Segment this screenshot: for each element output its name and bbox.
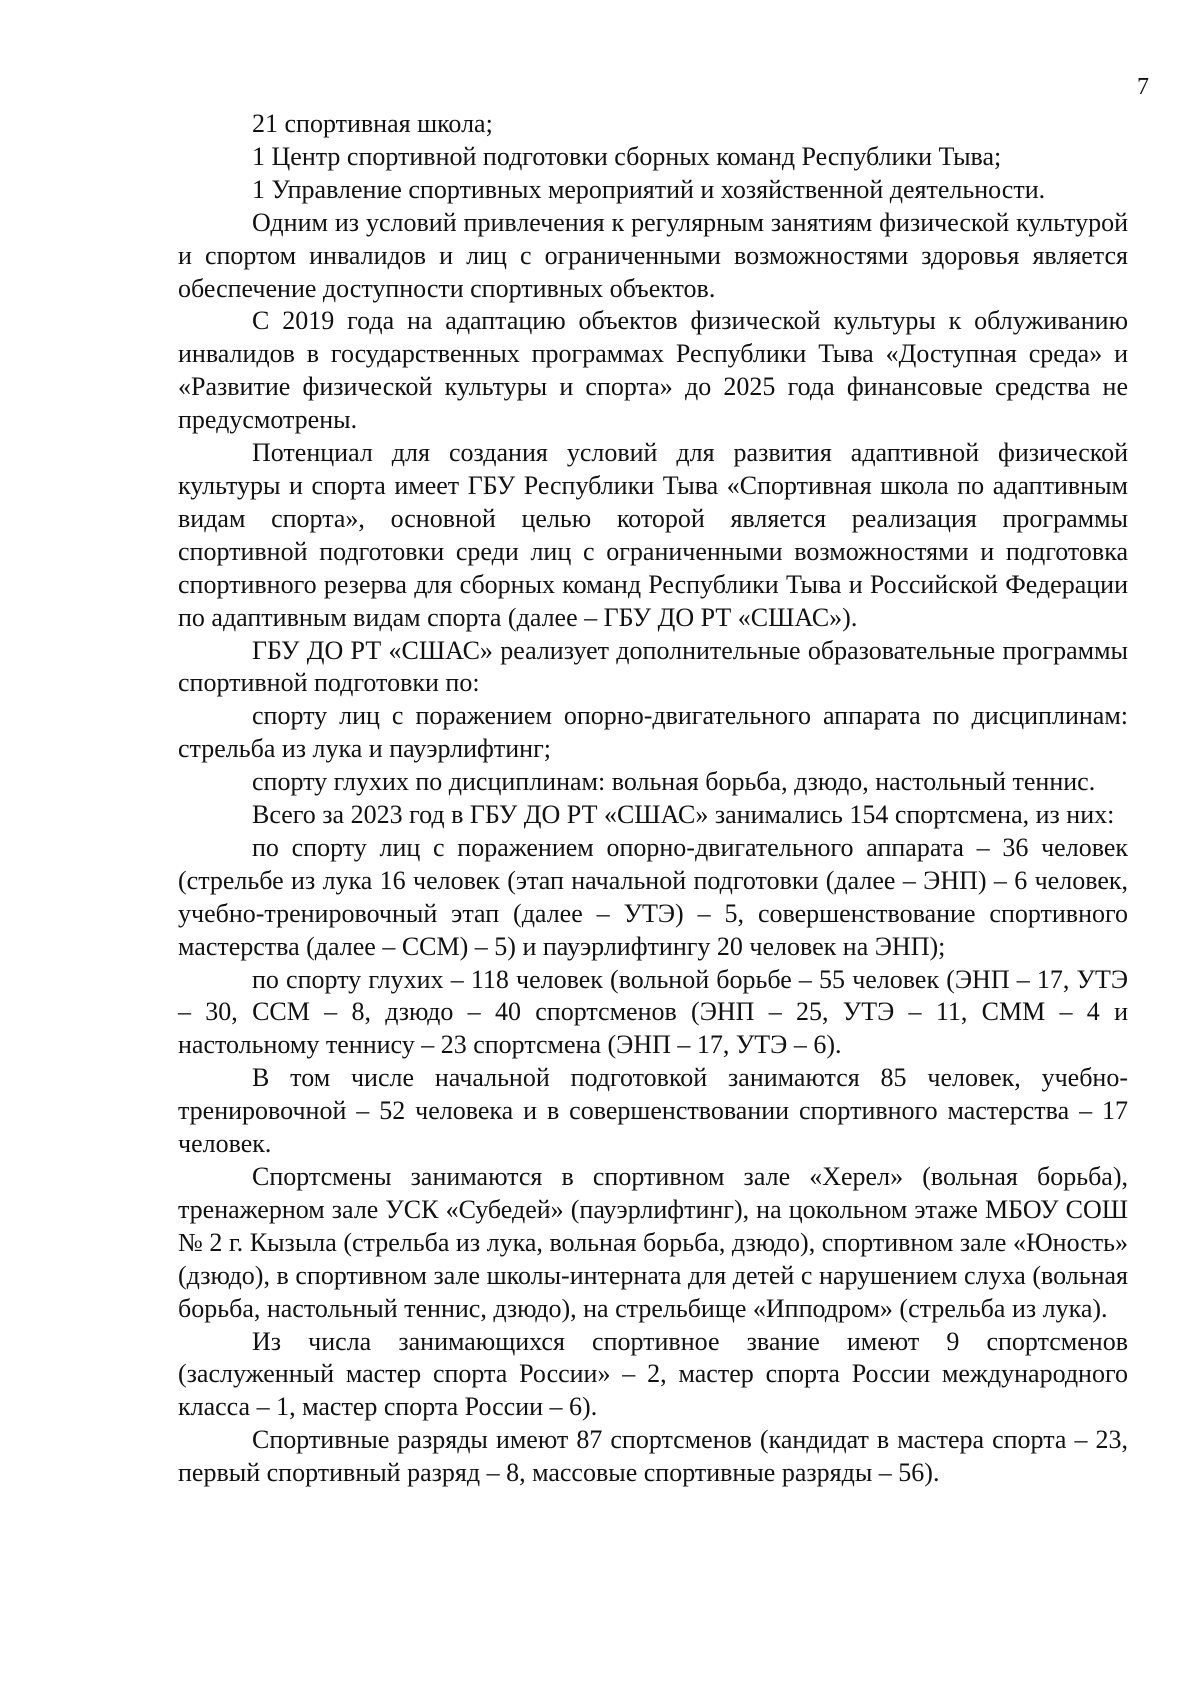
paragraph-deaf-stats: по спорту глухих – 118 человек (вольной борьбе – 55 человек (ЭНП – 17, УТЭ – 30, ССМ – 8, дзюдо – 40 спортсменов (ЭНП – 25, УТЭ – 11, СММ – 4 и настольному теннису – 23 спортсмена (ЭНП – 17, УТЭ – 6).	[178, 964, 1128, 1060]
paragraph-stage-stats: В том числе начальной подготовкой занимаются 85 человек, учебно-тренировочной – 52 человека и в совершенствовании спортивного мастерства – 17 человек.	[178, 1063, 1128, 1159]
paragraph-musculoskeletal-disciplines: спорту лиц с поражением опорно-двигательного аппарата по дисциплинам: стрельба из лука и пауэрлифтинг;	[178, 701, 1128, 764]
paragraph-programs-intro: ГБУ ДО РТ «СШАС» реализует дополнительные образовательные программы спортивной подготовки по:	[178, 635, 1128, 698]
paragraph-accessibility-condition: Одним из условий привлечения к регулярным занятиям физической культурой и спортом инвалидов и лиц с ограниченными возможностями здоровья является обеспечение доступности спортивных объектов.	[178, 207, 1128, 303]
paragraph-sport-ranks: Спортивные разряды имеют 87 спортсменов (кандидат в мастера спорта – 23, первый спортивный разряд – 8, массовые спортивные разряды – 56).	[178, 1425, 1128, 1488]
paragraph-adaptive-school: Потенциал для создания условий для развития адаптивной физической культуры и спорта имеет ГБУ Республики Тыва «Спортивная школа по адаптивным видам спорта», основной целью которой является реализация программы спортивной подготовки среди лиц с ограниченными возможностями и подготовка спортивного резерва для сборных команд Республики Тыва и Российской Федерации по адаптивным видам спорта (далее – ГБУ ДО РТ «СШАС»).	[178, 438, 1128, 632]
paragraph-sport-titles: Из числа занимающихся спортивное звание имеют 9 спортсменов (заслуженный мастер спорта России» – 2, мастер спорта России международного класса – 1, мастер спорта России – 6).	[178, 1326, 1128, 1422]
paragraph-deaf-disciplines: спорту глухих по дисциплинам: вольная борьба, дзюдо, настольный теннис.	[252, 767, 1096, 797]
paragraph-funding: С 2019 года на адаптацию объектов физической культуры к облуживанию инвалидов в государственных программах Республики Тыва «Доступная среда» и «Развитие физической культуры и спорта» до 2025 года финансовые средства не предусмотрены.	[178, 306, 1128, 435]
document-body	[178, 108, 1128, 1490]
paragraph-training-venues: Спортсмены занимаются в спортивном зале «Херел» (вольная борьба), тренажерном зале УСК «Субедей» (пауэрлифтинг), на цокольном этаже МБОУ СОШ № 2 г. Кызыла (стрельба из лука, вольная борьба, дзюдо), спортивном зале «Юность» (дзюдо), в спортивном зале школы-интерната для детей с нарушением слуха (вольная борьба, настольный теннис, дзюдо), на стрельбище «Ипподром» (стрельба из лука).	[178, 1162, 1128, 1323]
paragraph-training-center: 1 Центр спортивной подготовки сборных команд Республики Тыва;	[252, 141, 1002, 171]
paragraph-sports-schools: 21 спортивная школа;	[252, 109, 493, 138]
paragraph-events-department: 1 Управление спортивных мероприятий и хозяйственной деятельности.	[252, 174, 1046, 204]
paragraph-musculoskeletal-stats: по спорту лиц с поражением опорно-двигательного аппарата – 36 человек (стрельбе из лука 16 человек (этап начальной подготовки (далее – ЭНП) – 6 человек, учебно-тренировочный этап (далее – УТЭ) – 5, совершенствование спортивного мастерства (далее – ССМ) – 5) и пауэрлифтингу 20 человек на ЭНП);	[178, 832, 1128, 961]
paragraph-total-athletes: Всего за 2023 год в ГБУ ДО РТ «СШАС» занимались 154 спортсмена, из них:	[252, 800, 1115, 830]
page-number: 7	[1137, 74, 1149, 100]
